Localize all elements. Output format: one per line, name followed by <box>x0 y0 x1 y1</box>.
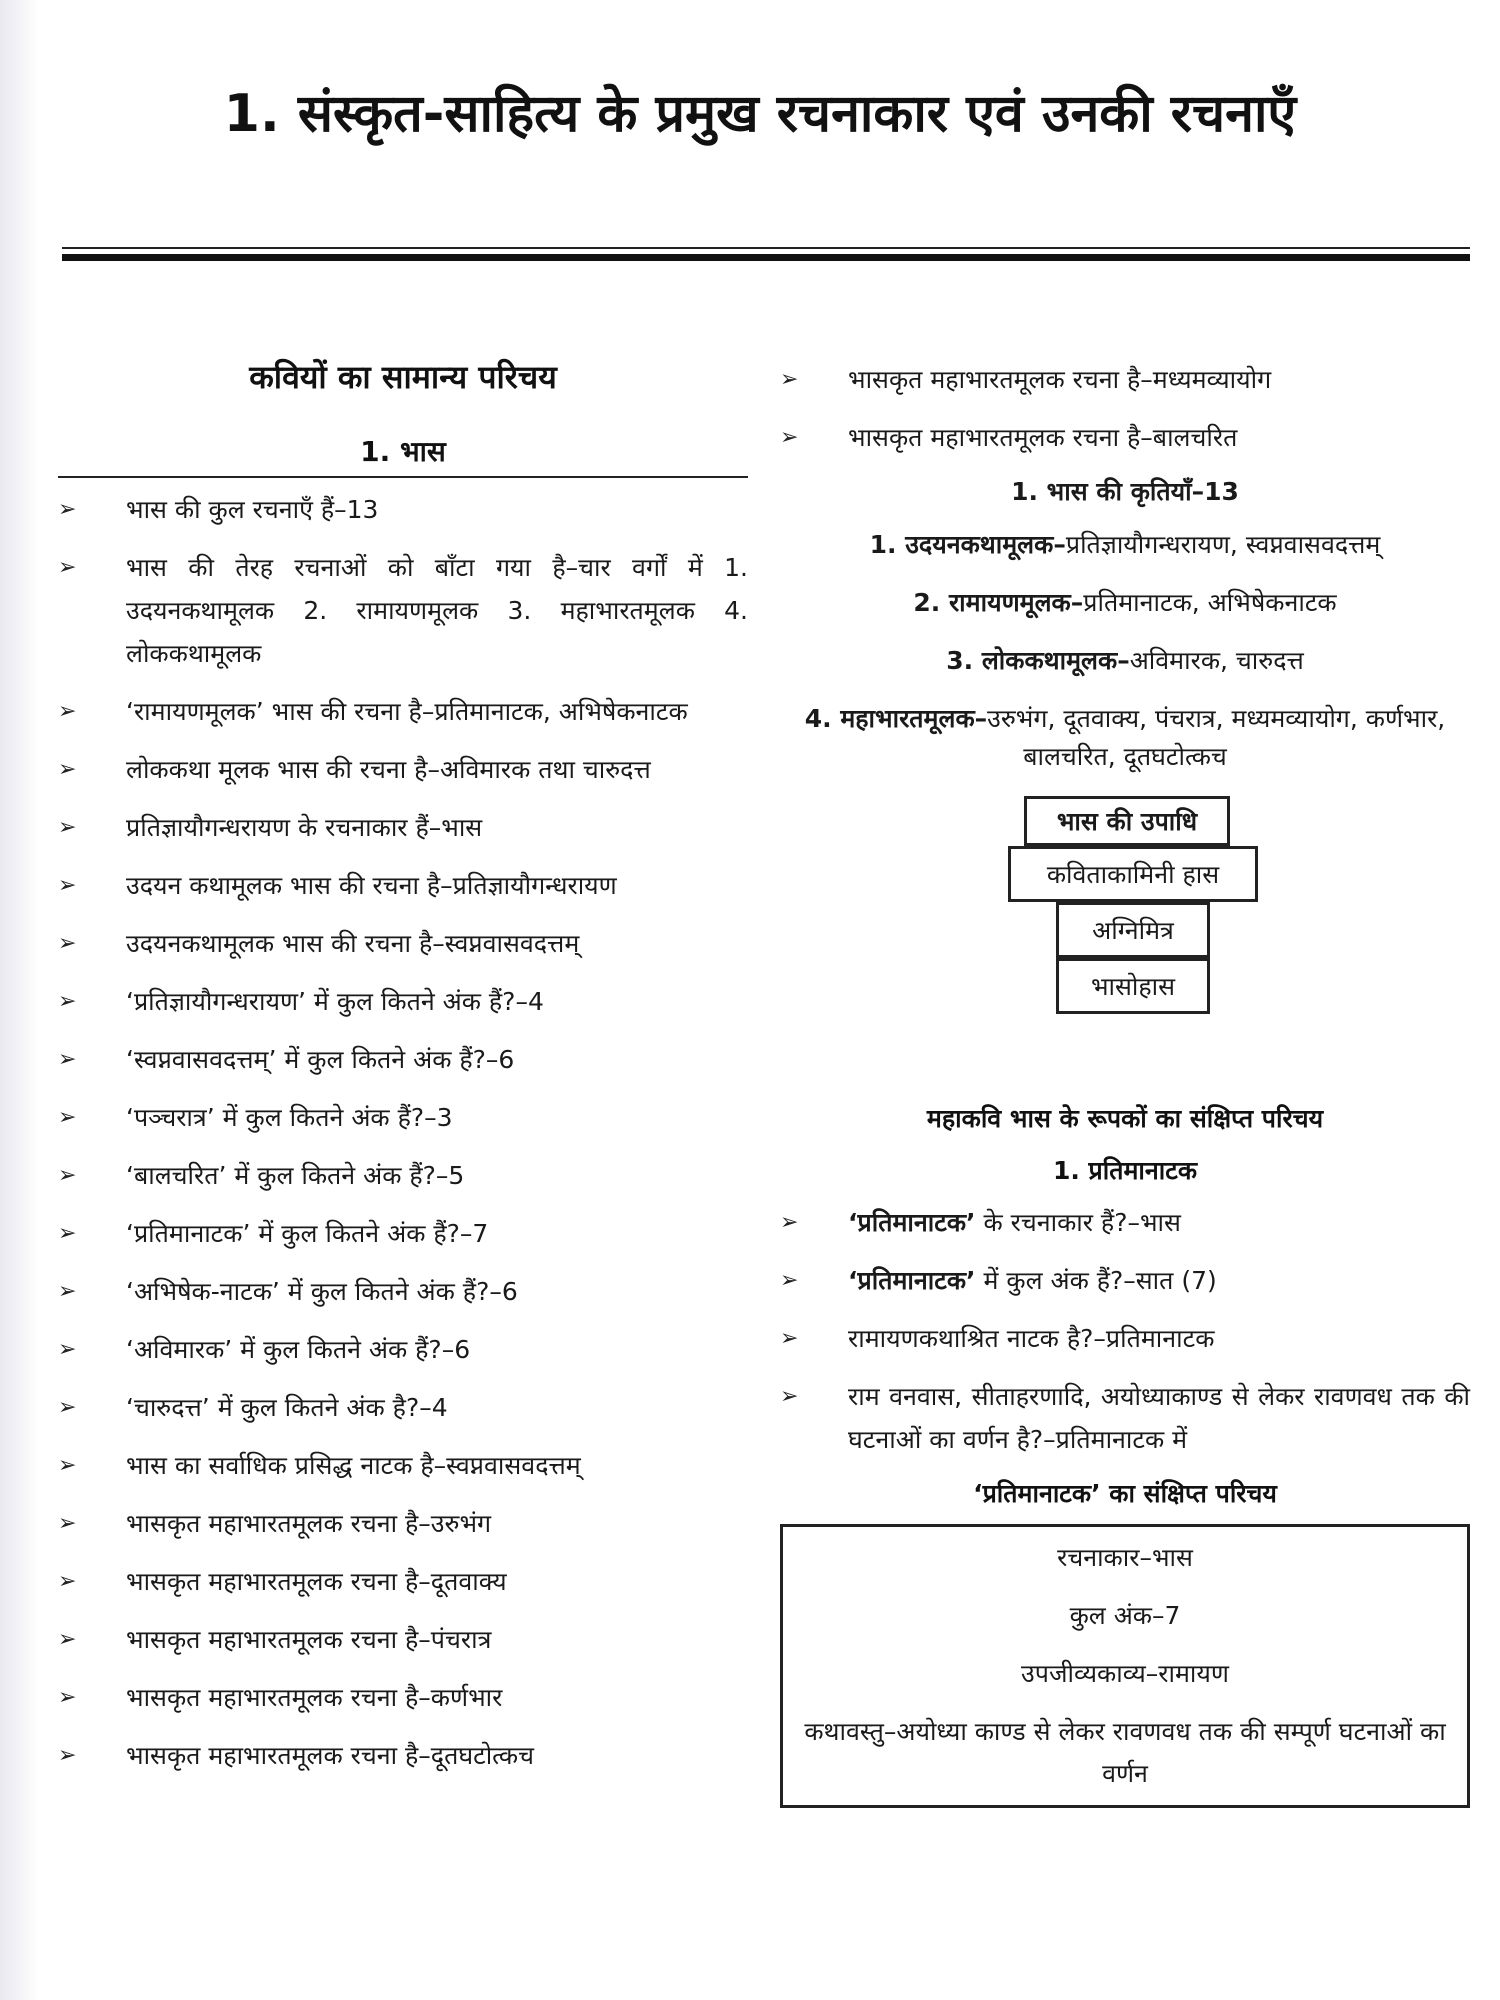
works-line <box>780 584 1470 622</box>
arrow-bullet-icon: ➢ <box>58 1279 77 1304</box>
list-item-text: उदयनकथामूलक भास की रचना है–स्वप्नवासवदत्तम् <box>126 929 580 958</box>
arrow-bullet-icon: ➢ <box>58 555 77 580</box>
list-item <box>58 1502 748 1545</box>
list-item <box>58 1618 748 1661</box>
list-item <box>58 748 748 791</box>
titles-box-item: कविताकामिनी हास <box>1008 846 1258 902</box>
list-item-text <box>848 1266 1217 1295</box>
play-fact: रामायणकथाश्रित नाटक है?–प्रतिमानाटक <box>848 1324 1215 1353</box>
list-item-text: ‘स्वप्नवासवदत्तम्’ में कुल कितने अंक हैं?–6 <box>126 1045 515 1074</box>
arrow-bullet-icon: ➢ <box>58 699 77 724</box>
titles-box-heading: भास की उपाधि <box>1024 796 1230 846</box>
arrow-bullet-icon: ➢ <box>58 931 77 956</box>
title-rule-thin <box>62 247 1470 249</box>
list-item-text: भासकृत महाभारतमूलक रचना है–मध्यमव्यायोग <box>848 365 1272 394</box>
play-fact: में कुल अंक हैं?–सात (7) <box>975 1266 1217 1295</box>
play-fact: राम वनवास, सीताहरणादि, अयोध्याकाण्ड से लेकर रावणवध तक की घटनाओं का वर्णन है?–प्रतिमानाटक में <box>848 1382 1470 1454</box>
list-item-text: भास की कुल रचनाएँ हैं–13 <box>126 495 379 524</box>
play-name: ‘प्रतिमानाटक’ <box>848 1208 976 1237</box>
arrow-bullet-icon: ➢ <box>780 425 799 450</box>
works-line <box>780 700 1470 776</box>
section-heading: कवियों का सामान्य परिचय <box>249 358 557 396</box>
list-item <box>58 1676 748 1719</box>
arrow-bullet-icon: ➢ <box>780 1210 799 1235</box>
list-item <box>58 1444 748 1487</box>
summary-line: उपजीव्यकाव्य–रामायण <box>1021 1659 1229 1688</box>
list-item-text: ‘प्रतिज्ञायौगन्धरायण’ में कुल कितने अंक हैं?–4 <box>126 987 544 1016</box>
arrow-bullet-icon: ➢ <box>58 1047 77 1072</box>
list-item <box>780 1201 1470 1244</box>
arrow-bullet-icon: ➢ <box>58 1685 77 1710</box>
list-item-text <box>848 1324 1214 1353</box>
list-item <box>58 922 748 965</box>
arrow-bullet-icon: ➢ <box>780 1268 799 1293</box>
arrow-bullet-icon: ➢ <box>58 989 77 1014</box>
arrow-bullet-icon: ➢ <box>780 1384 799 1409</box>
list-item-text: भासकृत महाभारतमूलक रचना है–कर्णभार <box>126 1683 503 1712</box>
list-item <box>58 1734 748 1777</box>
list-item <box>58 1386 748 1429</box>
subsection-heading-bhas: 1. भास <box>360 435 446 468</box>
list-item-text: भास का सर्वाधिक प्रसिद्ध नाटक है–स्वप्नवासवदत्तम् <box>126 1451 581 1480</box>
summary-line: कथावस्तु–अयोध्या काण्ड से लेकर रावणवध तक की सम्पूर्ण घटनाओं का वर्णन <box>804 1717 1446 1788</box>
list-item <box>780 358 1470 401</box>
arrow-bullet-icon: ➢ <box>58 1743 77 1768</box>
right-top-bullet-list <box>780 358 1470 459</box>
list-item <box>58 1096 748 1139</box>
list-item <box>58 1038 748 1081</box>
list-item <box>58 864 748 907</box>
left-bullet-list <box>58 488 748 1777</box>
summary-line: कुल अंक–7 <box>1069 1601 1181 1630</box>
list-item-text: भासकृत महाभारतमूलक रचना है–दूतघटोत्कच <box>126 1741 534 1770</box>
left-column <box>58 355 748 1792</box>
titles-diagram <box>780 796 1470 1021</box>
play-name: ‘प्रतिमानाटक’ <box>848 1266 976 1295</box>
list-item <box>780 1375 1470 1461</box>
works-items: उरुभंग, दूतवाक्य, पंचरात्र, मध्यमव्यायोग, कर्णभार, बालचरित, दूतघटोत्कच <box>987 704 1446 771</box>
works-items: प्रतिमानाटक, अभिषेकनाटक <box>1083 588 1337 617</box>
list-item <box>58 690 748 733</box>
list-item-text <box>848 1208 1181 1237</box>
list-item <box>58 1270 748 1313</box>
list-item-text: भासकृत महाभारतमूलक रचना है–पंचरात्र <box>126 1625 492 1654</box>
play-bullet-list <box>780 1201 1470 1461</box>
arrow-bullet-icon: ➢ <box>58 1221 77 1246</box>
list-item-text: प्रतिज्ञायौगन्धरायण के रचनाकार हैं–भास <box>126 813 483 842</box>
arrow-bullet-icon: ➢ <box>58 873 77 898</box>
list-item <box>58 1212 748 1255</box>
list-item <box>58 1560 748 1603</box>
chapter-title: 1. संस्कृत-साहित्य के प्रमुख रचनाकार एवं उनकी रचनाएँ <box>223 84 1297 144</box>
list-item-text: ‘पञ्चरात्र’ में कुल कितने अंक हैं?–3 <box>126 1103 453 1132</box>
list-item-text: भासकृत महाभारतमूलक रचना है–दूतवाक्य <box>126 1567 507 1596</box>
summary-line: रचनाकार–भास <box>1057 1543 1193 1572</box>
list-item <box>58 980 748 1023</box>
arrow-bullet-icon: ➢ <box>58 1105 77 1130</box>
arrow-bullet-icon: ➢ <box>58 1569 77 1594</box>
list-item-text: भासकृत महाभारतमूलक रचना है–बालचरित <box>848 423 1238 452</box>
list-item-text: ‘अभिषेक-नाटक’ में कुल कितने अंक हैं?–6 <box>126 1277 518 1306</box>
list-item <box>58 546 748 675</box>
list-item <box>780 1317 1470 1360</box>
arrow-bullet-icon: ➢ <box>58 1395 77 1420</box>
works-category: 4. महाभारतमूलक– <box>804 704 988 733</box>
list-item-text: भास की तेरह रचनाओं को बाँटा गया है–चार वर्गों में 1. उदयनकथामूलक 2. रामायणमूलक 3. महाभारतमूलक 4. लोककथामूलक <box>126 553 748 668</box>
works-items: अविमारक, चारुदत्त <box>1129 646 1304 675</box>
list-item-text: ‘चारुदत्त’ में कुल कितने अंक है?–4 <box>126 1393 448 1422</box>
page-edge-shadow <box>0 0 40 2000</box>
summary-heading: ‘प्रतिमानाटक’ का संक्षिप्त परिचय <box>973 1479 1277 1508</box>
list-item <box>58 1328 748 1371</box>
list-item-text: भासकृत महाभारतमूलक रचना है–उरुभंग <box>126 1509 492 1538</box>
arrow-bullet-icon: ➢ <box>58 1337 77 1362</box>
list-item-text: ‘रामायणमूलक’ भास की रचना है–प्रतिमानाटक, अभिषेकनाटक <box>126 697 688 726</box>
list-item <box>58 488 748 531</box>
arrow-bullet-icon: ➢ <box>58 757 77 782</box>
titles-box-item: अग्निमित्र <box>1056 902 1210 958</box>
works-items: प्रतिज्ञायौगन्धरायण, स्वप्नवासवदत्तम् <box>1065 530 1381 559</box>
arrow-bullet-icon: ➢ <box>780 1326 799 1351</box>
title-rule-thick <box>62 254 1470 261</box>
list-item <box>58 1154 748 1197</box>
list-item-text: लोककथा मूलक भास की रचना है–अविमारक तथा चारुदत्त <box>126 755 651 784</box>
list-item <box>58 806 748 849</box>
list-item <box>780 1259 1470 1302</box>
arrow-bullet-icon: ➢ <box>58 1627 77 1652</box>
summary-box <box>780 1524 1470 1808</box>
list-item-text: ‘बालचरित’ में कुल कितने अंक हैं?–5 <box>126 1161 465 1190</box>
works-category: 1. उदयनकथामूलक– <box>869 530 1066 559</box>
subsection-rule <box>58 476 748 478</box>
arrow-bullet-icon: ➢ <box>58 497 77 522</box>
arrow-bullet-icon: ➢ <box>780 367 799 392</box>
list-item <box>780 416 1470 459</box>
list-item-text: उदयन कथामूलक भास की रचना है–प्रतिज्ञायौगन्धरायण <box>126 871 617 900</box>
list-item-text: ‘प्रतिमानाटक’ में कुल कितने अंक हैं?–7 <box>126 1219 489 1248</box>
works-line <box>780 526 1470 564</box>
list-item-text: ‘अविमारक’ में कुल कितने अंक हैं?–6 <box>126 1335 471 1364</box>
works-category: 2. रामायणमूलक– <box>913 588 1084 617</box>
list-item-text <box>848 1382 1470 1454</box>
works-category: 3. लोककथामूलक– <box>946 646 1130 675</box>
arrow-bullet-icon: ➢ <box>58 1511 77 1536</box>
play-fact: के रचनाकार हैं?–भास <box>975 1208 1181 1237</box>
works-list <box>780 526 1470 776</box>
right-column <box>780 358 1470 1808</box>
titles-box-item: भासोहास <box>1056 958 1210 1014</box>
works-line <box>780 642 1470 680</box>
arrow-bullet-icon: ➢ <box>58 1453 77 1478</box>
arrow-bullet-icon: ➢ <box>58 1163 77 1188</box>
arrow-bullet-icon: ➢ <box>58 815 77 840</box>
works-heading: 1. भास की कृतियाँ–13 <box>1011 477 1239 506</box>
play-subheading: 1. प्रतिमानाटक <box>1052 1156 1198 1185</box>
plays-heading: महाकवि भास के रूपकों का संक्षिप्त परिचय <box>926 1104 1324 1133</box>
